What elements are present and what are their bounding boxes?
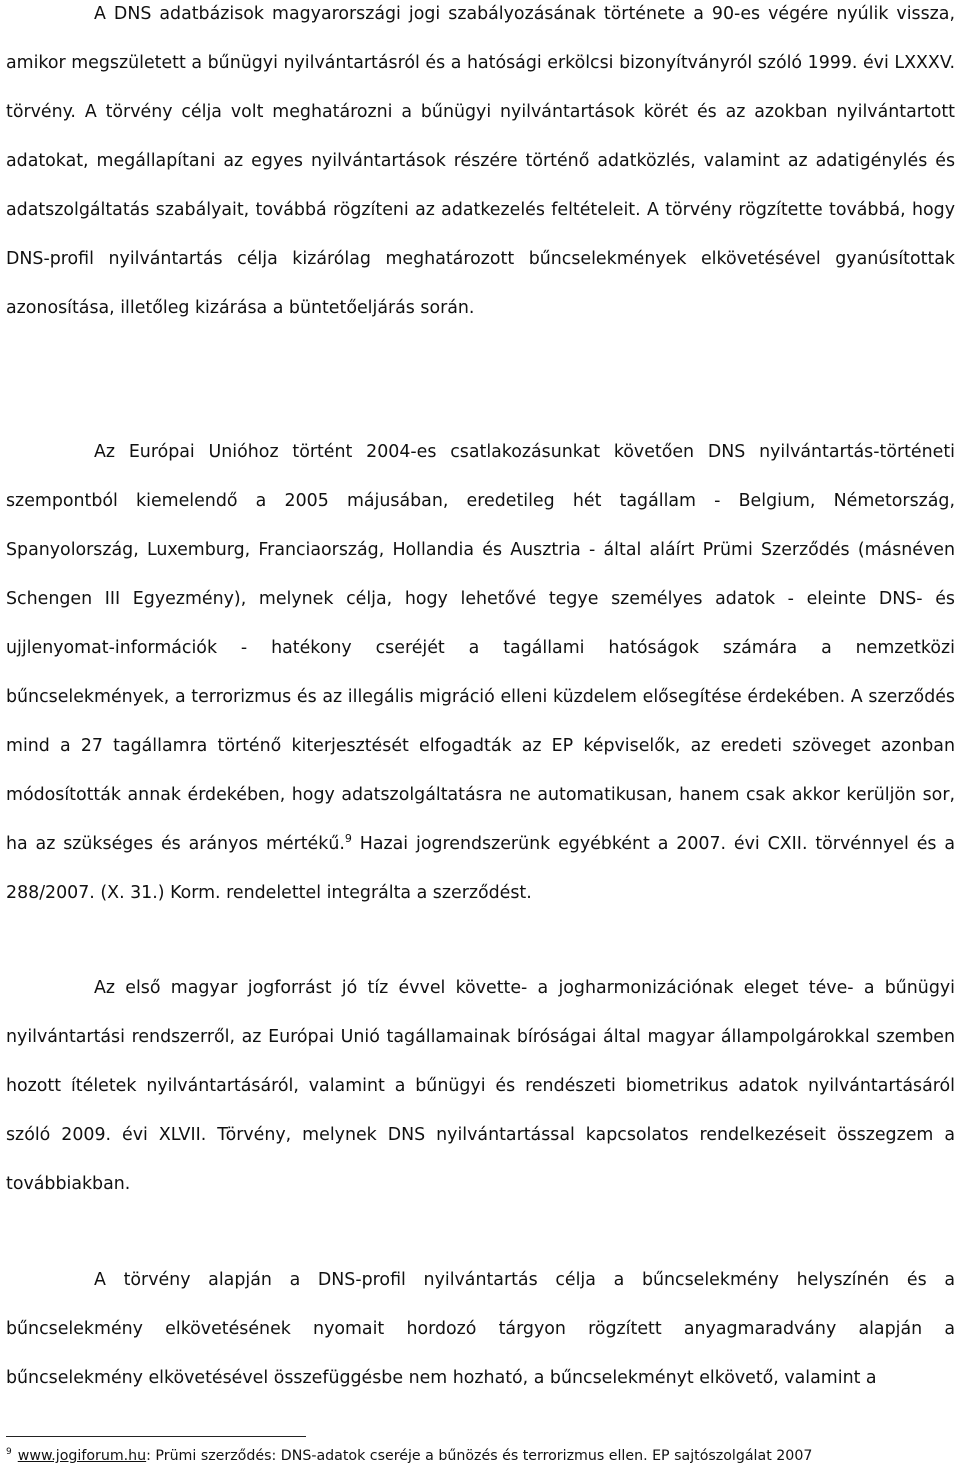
footnote-link[interactable]: www.jogiforum.hu [17,1448,147,1464]
footnote-number: 9 [6,1447,12,1457]
footnote-separator [6,1436,306,1437]
paragraph-text: Hazai jogrendszerünk egyébként a 2007. évi CXII. törvénnyel és a 288/2007. (X. 31.) Korm. rendelettel integrálta a szerződést. [6,834,955,903]
paragraph-text: A DNS adatbázisok magyarországi jogi szabályozásának története a 90-es végére nyúlik vissza, amikor megszületett a bűnügyi nyilvántartásról és a hatósági erkölcsi bizonyítványról szóló 1999. évi LXXXV. törvény. A törvény célja volt meghatározni a bűnügyi nyilvántartások körét és az azokban nyilvántartott adatokat, megállapítani az egyes nyilvántartások részére történő adatközlés, valamint az adatigénylés és adatszolgáltatás szabályait, továbbá rögzíteni az adatkezelés feltételeit. A törvény rögzítette továbbá, hogy DNS-profil nyilvántartás célja kizárólag meghatározott bűncselekmények elkövetésével gyanúsítottak azonosítása, illetőleg kizárása a büntetőeljárás során. [6,4,955,318]
paragraph-2009-act [6,964,955,1209]
footnote [6,1447,956,1465]
paragraph-text: A törvény alapján a DNS-profil nyilvántartás célja a bűncselekmény helyszínén és a bűncselekmény elkövetésének nyomait hordozó tárgyon rögzített anyagmaradvány alapján a bűncselekmény elkövetésével összefüggésbe nem hozható, a bűncselekményt elkövető, valamint a [6,1270,955,1388]
footnote-text: : Prümi szerződés: DNS-adatok cseréje a bűnözés és terrorizmus ellen. EP sajtószolgálat 2007 [146,1448,813,1464]
paragraph-dns-legal-history [6,0,955,333]
footnote-reference[interactable]: 9 [344,832,352,845]
paragraph-prum-treaty [6,428,955,918]
paragraph-text: Az Európai Unióhoz történt 2004-es csatlakozásunkat követően DNS nyilvántartás-történeti szempontból kiemelendő a 2005 májusában, eredetileg hét tagállam - Belgium, Németország, Spanyolország, Luxemburg, Franciaország, Hollandia és Ausztria - által aláírt Prümi Szerződés (másnéven Schengen III Egyezmény), melynek célja, hogy lehetővé tegye személyes adatok - eleinte DNS- és ujjlenyomat-információk - hatékony cseréjét a tagállami hatóságok számára a nemzetközi bűncselekmények, a terrorizmus és az illegális migráció elleni küzdelem elősegítése érdekében. A szerződés mind a 27 tagállamra történő kiterjesztését elfogadták az EP képviselők, az eredeti szöveget azonban módosították annak érdekében, hogy adatszolgáltatásra ne automatikusan, hanem csak akkor kerüljön sor, ha az szükséges és arányos mértékű. [6,442,955,854]
paragraph-text: Az első magyar jogforrást jó tíz évvel követte- a jogharmonizációnak eleget téve- a bűnügyi nyilvántartási rendszerről, az Európai Unió tagállamainak bíróságai által magyar állampolgárokkal szemben hozott ítéletek nyilvántartásáról, valamint a bűnügyi és rendészeti biometrikus adatok nyilvántartásáról szóló 2009. évi XLVII. Törvény, melynek DNS nyilvántartással kapcsolatos rendelkezéseit összegzem a továbbiakban. [6,978,955,1194]
paragraph-dns-profile-purpose [6,1256,955,1403]
